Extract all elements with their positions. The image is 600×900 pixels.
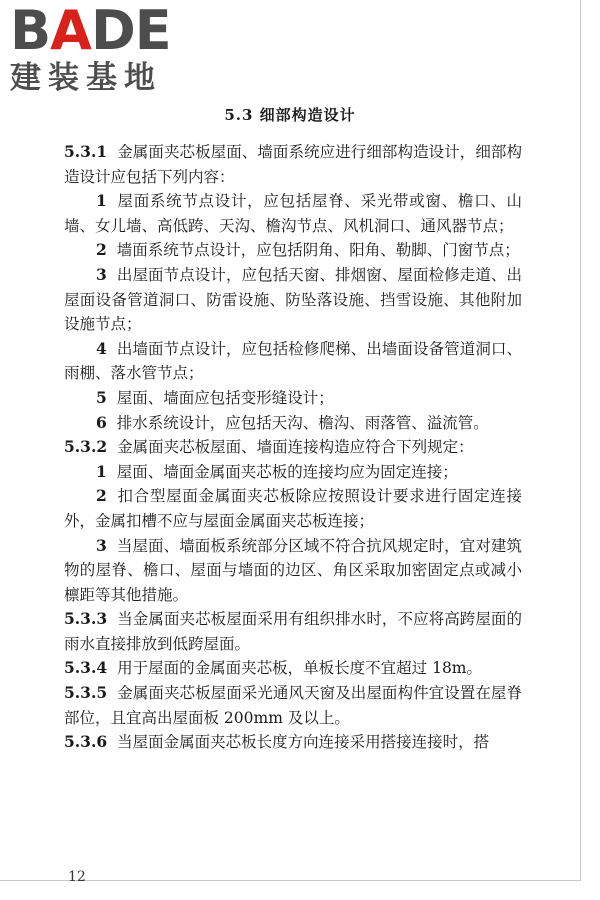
list-item: 2 墙面系统节点设计，应包括阴角、阳角、勒脚、门窗节点； xyxy=(96,240,520,260)
logo-wordmark: BADE xyxy=(10,0,171,62)
list-item: 2 扣合型屋面金属面夹芯板除应按照设计要求进行固定连接外，金属扣槽不应与屋面金属面夹芯板连接； xyxy=(64,486,522,530)
list-item: 1 屋面、墙面金属面夹芯板的连接均应为固定连接； xyxy=(96,461,458,481)
list-item: 3 出屋面节点设计，应包括天窗、排烟窗、屋面检修走道、出屋面设备管道洞口、防雷设施、防坠落设施、挡雪设施、其他附加设施节点； xyxy=(64,264,522,334)
clause-5-3-3: 5.3.3 当金属面夹芯板屋面采用有组织排水时，不应将高跨屋面的雨水直接排放到低跨屋面。 xyxy=(64,609,522,653)
list-item: 3 当屋面、墙面板系统部分区域不符合抗风规定时，宜对建筑物的屋脊、檐口、屋面与墙面的边区、角区采取加密固定点或减小檩距等其他措施。 xyxy=(64,535,522,604)
document-body xyxy=(64,140,522,755)
page-edge-bottom xyxy=(0,880,581,881)
clause-5-3-6: 5.3.6 当屋面金属面夹芯板长度方向连接采用搭接连接时，搭 xyxy=(64,732,490,752)
page-edge-right xyxy=(580,0,581,880)
clause-5-3-5: 5.3.5 金属面夹芯板屋面采光通风天窗及出屋面构件宜设置在屋脊部位，且宜高出屋面板 200mm 及以上。 xyxy=(64,683,522,727)
bade-logo xyxy=(10,0,180,96)
page-number: 12 xyxy=(68,869,86,885)
list-item: 6 排水系统设计，应包括天沟、檐沟、雨落管、溢流管。 xyxy=(96,412,489,432)
clause-5-3-4: 5.3.4 用于屋面的金属面夹芯板，单板长度不宜超过 18m。 xyxy=(64,658,483,678)
list-item: 5 屋面、墙面应包括变形缝设计； xyxy=(96,387,334,407)
list-item: 4 出墙面节点设计，应包括检修爬梯、出墙面设备管道洞口、雨棚、落水管节点； xyxy=(64,338,522,383)
list-item: 1 屋面系统节点设计，应包括屋脊、采光带或窗、檐口、山墙、女儿墙、高低跨、天沟、檐沟节点、风机洞口、通风器节点； xyxy=(64,191,522,235)
clause-5-3-1: 5.3.1 金属面夹芯板屋面、墙面系统应进行细部构造设计，细部构造设计应包括下列内容： xyxy=(64,142,522,186)
section-title: 5.3 细部构造设计 xyxy=(224,106,356,124)
clause-5-3-2: 5.3.2 金属面夹芯板屋面、墙面连接构造应符合下列规定： xyxy=(64,437,474,457)
logo-subtitle: 建装基地 xyxy=(10,60,162,96)
